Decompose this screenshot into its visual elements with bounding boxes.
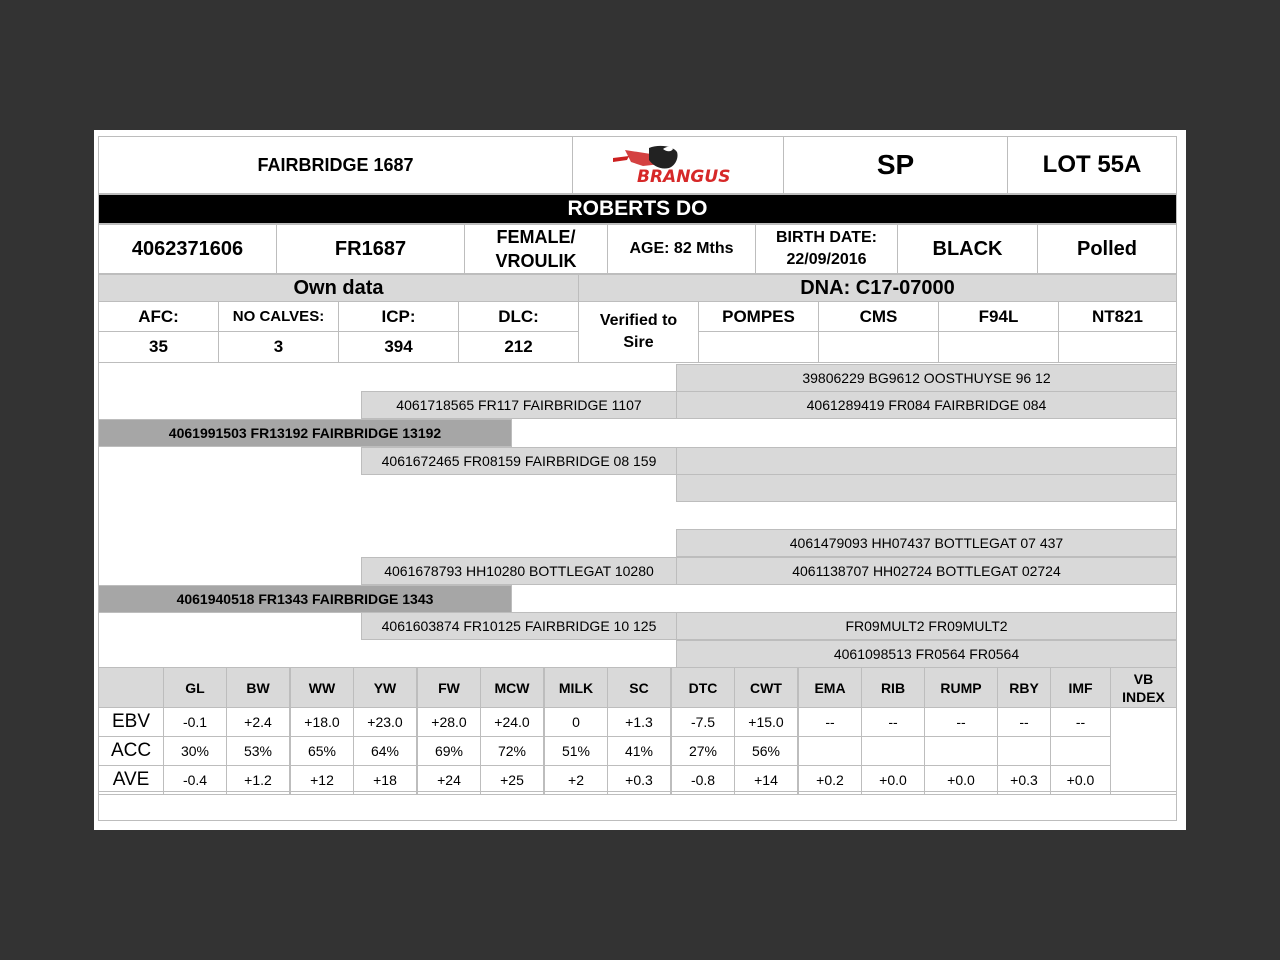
dna-result-cms	[818, 331, 939, 363]
ebv-row-label-ebv: EBV	[98, 707, 164, 737]
birth-date-cell	[755, 224, 898, 274]
ebv-cell-ave-fw: +24	[417, 765, 481, 795]
ebv-cell-ebv-rby: --	[997, 707, 1051, 737]
pedigree-dam: 4061940518 FR1343 FAIRBRIDGE 1343	[98, 585, 512, 613]
ebv-cell-ebv-yw: +23.0	[353, 707, 417, 737]
ebv-cell-ebv-ww: +18.0	[290, 707, 354, 737]
animal-age: AGE: 82 Mths	[607, 224, 756, 274]
ebv-cell-acc-bw: 53%	[226, 736, 290, 766]
ebv-cell-acc-ww: 65%	[290, 736, 354, 766]
dlc-label: DLC:	[458, 301, 579, 332]
own-data-title: Own data	[98, 274, 579, 302]
pedigree-sdd	[676, 474, 1177, 502]
blank-footer-row	[98, 791, 1177, 821]
ebv-cell-ave-gl: -0.4	[163, 765, 227, 795]
ebv-cell-ebv-milk: 0	[544, 707, 608, 737]
animal-sex: FEMALE/ VROULIK	[464, 224, 608, 274]
ebv-cell-ave-mcw: +25	[480, 765, 544, 795]
dna-test-cms: CMS	[818, 301, 939, 332]
lot-number: LOT 55A	[1007, 136, 1177, 194]
pedigree-sire-dam: 4061672465 FR08159 FAIRBRIDGE 08 159	[361, 447, 677, 475]
ebv-cell-ebv-rib: --	[861, 707, 925, 737]
pedigree-dam-dam: 4061603874 FR10125 FAIRBRIDGE 10 125	[361, 612, 677, 640]
animal-colour: BLACK	[897, 224, 1038, 274]
ebv-cell-ebv-dtc: -7.5	[671, 707, 735, 737]
ebv-cell-ebv-bw: +2.4	[226, 707, 290, 737]
pedigree-sire-sire: 4061718565 FR117 FAIRBRIDGE 1107	[361, 391, 677, 419]
ebv-cell-acc-ema	[798, 736, 862, 766]
ebv-cell-ave-ema: +0.2	[798, 765, 862, 795]
ebv-header-rump: RUMP	[924, 667, 998, 708]
pedigree-sss: 39806229 BG9612 OOSTHUYSE 96 12	[676, 364, 1177, 392]
ebv-cell-acc-sc: 41%	[607, 736, 671, 766]
dna-test-pompes: POMPES	[698, 301, 819, 332]
ebv-cell-ave-dtc: -0.8	[671, 765, 735, 795]
ebv-header-yw: YW	[353, 667, 417, 708]
pedigree-sds	[676, 447, 1177, 475]
afc-value: 35	[98, 331, 219, 363]
ebv-corner-header	[98, 667, 164, 708]
breed-logo-text: BRANGUS	[637, 167, 731, 187]
ebv-cell-acc-milk: 51%	[544, 736, 608, 766]
dna-test-f94l: F94L	[938, 301, 1059, 332]
ebv-header-mcw: MCW	[480, 667, 544, 708]
pedigree-dds: FR09MULT2 FR09MULT2	[676, 612, 1177, 640]
ebv-header-ww: WW	[290, 667, 354, 708]
ebv-header-imf: IMF	[1050, 667, 1111, 708]
horn-status: Polled	[1037, 224, 1177, 274]
no-calves-label: NO CALVES:	[218, 301, 339, 332]
ebv-cell-acc-cwt: 56%	[734, 736, 798, 766]
ebv-header-fw: FW	[417, 667, 481, 708]
brangus-logo	[572, 136, 784, 194]
ebv-cell-ave-milk: +2	[544, 765, 608, 795]
registration-number: 4062371606	[98, 224, 277, 274]
ebv-cell-acc-yw: 64%	[353, 736, 417, 766]
ebv-cell-ave-ww: +12	[290, 765, 354, 795]
animal-card	[94, 130, 1186, 830]
ebv-cell-ebv-imf: --	[1050, 707, 1111, 737]
birth-date-label: BIRTH DATE:	[775, 229, 878, 246]
dna-result-nt821	[1058, 331, 1177, 363]
pedigree-sire: 4061991503 FR13192 FAIRBRIDGE 13192	[98, 419, 512, 447]
ebv-cell-acc-imf	[1050, 736, 1111, 766]
animal-code: FR1687	[276, 224, 465, 274]
dna-result-pompes	[698, 331, 819, 363]
ebv-header-rby: RBY	[997, 667, 1051, 708]
ebv-cell-acc-dtc: 27%	[671, 736, 735, 766]
ebv-header-ema: EMA	[798, 667, 862, 708]
dlc-value: 212	[458, 331, 579, 363]
birth-date: 22/09/2016	[786, 251, 867, 268]
afc-label: AFC:	[98, 301, 219, 332]
ebv-cell-ebv-mcw: +24.0	[480, 707, 544, 737]
vb-index-header: VB INDEX	[1110, 667, 1177, 708]
no-calves-value: 3	[218, 331, 339, 363]
icp-value: 394	[338, 331, 459, 363]
pedigree-ssd: 4061289419 FR084 FAIRBRIDGE 084	[676, 391, 1177, 419]
ebv-header-rib: RIB	[861, 667, 925, 708]
ebv-row-label-ave: AVE	[98, 765, 164, 795]
vb-index-value	[1110, 707, 1177, 795]
ebv-header-sc: SC	[607, 667, 671, 708]
ebv-cell-ave-imf: +0.0	[1050, 765, 1111, 795]
pedigree-dss: 4061479093 HH07437 BOTTLEGAT 07 437	[676, 529, 1177, 557]
pedigree-dsd: 4061138707 HH02724 BOTTLEGAT 02724	[676, 557, 1177, 585]
ebv-header-cwt: CWT	[734, 667, 798, 708]
ebv-cell-acc-rby	[997, 736, 1051, 766]
ebv-header-gl: GL	[163, 667, 227, 708]
category: SP	[783, 136, 1008, 194]
ebv-cell-acc-fw: 69%	[417, 736, 481, 766]
ebv-cell-ave-sc: +0.3	[607, 765, 671, 795]
ebv-row-label-acc: ACC	[98, 736, 164, 766]
ebv-cell-acc-rib	[861, 736, 925, 766]
ebv-cell-ave-rib: +0.0	[861, 765, 925, 795]
ebv-cell-acc-gl: 30%	[163, 736, 227, 766]
ebv-header-bw: BW	[226, 667, 290, 708]
ebv-cell-ebv-gl: -0.1	[163, 707, 227, 737]
animal-title: FAIRBRIDGE 1687	[98, 136, 573, 194]
ebv-cell-ave-cwt: +14	[734, 765, 798, 795]
ebv-cell-ave-rby: +0.3	[997, 765, 1051, 795]
bull-logo-icon	[603, 140, 753, 190]
owner-name: ROBERTS DO	[98, 194, 1177, 224]
ebv-cell-ave-bw: +1.2	[226, 765, 290, 795]
ebv-header-milk: MILK	[544, 667, 608, 708]
pedigree-ddd: 4061098513 FR0564 FR0564	[676, 640, 1177, 668]
ebv-cell-ebv-rump: --	[924, 707, 998, 737]
icp-label: ICP:	[338, 301, 459, 332]
dna-title: DNA: C17-07000	[578, 274, 1177, 302]
dna-test-nt821: NT821	[1058, 301, 1177, 332]
ebv-cell-acc-mcw: 72%	[480, 736, 544, 766]
pedigree-dam-sire: 4061678793 HH10280 BOTTLEGAT 10280	[361, 557, 677, 585]
ebv-cell-ebv-sc: +1.3	[607, 707, 671, 737]
verified-to-sire: Verified to Sire	[578, 301, 699, 363]
dna-result-f94l	[938, 331, 1059, 363]
ebv-header-dtc: DTC	[671, 667, 735, 708]
ebv-cell-ave-rump: +0.0	[924, 765, 998, 795]
ebv-cell-acc-rump	[924, 736, 998, 766]
ebv-cell-ebv-cwt: +15.0	[734, 707, 798, 737]
ebv-cell-ave-yw: +18	[353, 765, 417, 795]
ebv-cell-ebv-ema: --	[798, 707, 862, 737]
ebv-cell-ebv-fw: +28.0	[417, 707, 481, 737]
